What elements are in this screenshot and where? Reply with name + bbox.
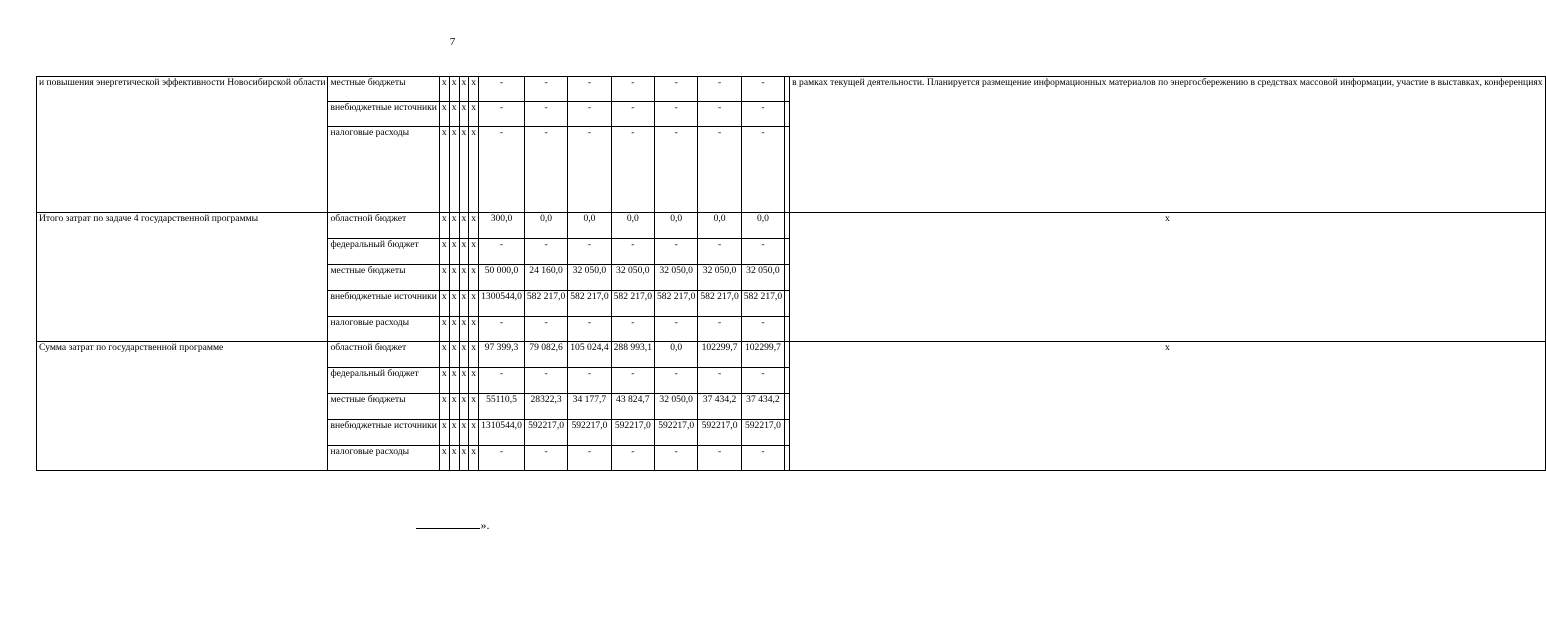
- value-cell: -: [568, 77, 611, 102]
- funding-source: налоговые расходы: [328, 127, 439, 213]
- value-cell: -: [568, 239, 611, 265]
- value-cell: 582 217,0: [698, 291, 741, 317]
- value-cell: 1300544,0: [479, 291, 525, 317]
- empty-cell: [785, 420, 790, 446]
- value-cell: 32 050,0: [655, 394, 698, 420]
- value-cell: 582 217,0: [568, 291, 611, 317]
- funding-source: внебюджетные источники: [328, 102, 439, 127]
- value-cell: -: [698, 239, 741, 265]
- value-cell: 50 000,0: [479, 265, 525, 291]
- value-cell: 79 082,6: [524, 342, 567, 368]
- empty-cell: [785, 239, 790, 265]
- mark-cell: х: [449, 102, 459, 127]
- value-cell: 37 434,2: [698, 394, 741, 420]
- value-cell: -: [568, 317, 611, 342]
- mark-cell: х: [439, 342, 449, 368]
- section-note: х: [790, 342, 1545, 471]
- mark-cell: х: [459, 102, 469, 127]
- value-cell: -: [655, 127, 698, 213]
- funding-source: областной бюджет: [328, 342, 439, 368]
- mark-cell: х: [469, 102, 479, 127]
- table-row: [37, 342, 1546, 368]
- value-cell: 43 824,7: [611, 394, 654, 420]
- value-cell: -: [568, 368, 611, 394]
- value-cell: 37 434,2: [741, 394, 784, 420]
- mark-cell: х: [449, 342, 459, 368]
- value-cell: -: [524, 239, 567, 265]
- funding-source: местные бюджеты: [328, 265, 439, 291]
- mark-cell: х: [469, 291, 479, 317]
- value-cell: 97 399,3: [479, 342, 525, 368]
- value-cell: 592217,0: [611, 420, 654, 446]
- value-cell: -: [741, 317, 784, 342]
- value-cell: 0,0: [524, 213, 567, 239]
- mark-cell: х: [439, 127, 449, 213]
- empty-cell: [785, 291, 790, 317]
- value-cell: -: [611, 77, 654, 102]
- mark-cell: х: [459, 317, 469, 342]
- value-cell: 32 050,0: [568, 265, 611, 291]
- mark-cell: х: [459, 239, 469, 265]
- value-cell: 0,0: [568, 213, 611, 239]
- mark-cell: х: [459, 368, 469, 394]
- empty-cell: [785, 446, 790, 471]
- value-cell: -: [524, 77, 567, 102]
- mark-cell: х: [469, 420, 479, 446]
- mark-cell: х: [459, 265, 469, 291]
- mark-cell: х: [439, 102, 449, 127]
- value-cell: -: [698, 102, 741, 127]
- value-cell: -: [741, 102, 784, 127]
- value-cell: -: [479, 77, 525, 102]
- mark-cell: х: [449, 265, 459, 291]
- budget-table: [36, 76, 1546, 471]
- mark-cell: х: [459, 291, 469, 317]
- table-row: [37, 213, 1546, 239]
- value-cell: 0,0: [698, 213, 741, 239]
- mark-cell: х: [439, 446, 449, 471]
- value-cell: -: [524, 368, 567, 394]
- value-cell: -: [741, 368, 784, 394]
- value-cell: 28322,3: [524, 394, 567, 420]
- value-cell: -: [741, 127, 784, 213]
- mark-cell: х: [439, 77, 449, 102]
- value-cell: -: [698, 317, 741, 342]
- mark-cell: х: [469, 239, 479, 265]
- value-cell: -: [568, 127, 611, 213]
- mark-cell: х: [449, 420, 459, 446]
- mark-cell: х: [449, 291, 459, 317]
- value-cell: 582 217,0: [611, 291, 654, 317]
- value-cell: -: [741, 446, 784, 471]
- value-cell: -: [524, 317, 567, 342]
- value-cell: -: [611, 127, 654, 213]
- mark-cell: х: [469, 317, 479, 342]
- value-cell: 592217,0: [698, 420, 741, 446]
- mark-cell: х: [439, 394, 449, 420]
- mark-cell: х: [449, 77, 459, 102]
- mark-cell: х: [449, 394, 459, 420]
- mark-cell: х: [469, 265, 479, 291]
- value-cell: -: [479, 102, 525, 127]
- mark-cell: х: [469, 368, 479, 394]
- mark-cell: х: [449, 368, 459, 394]
- mark-cell: х: [459, 127, 469, 213]
- mark-cell: х: [439, 317, 449, 342]
- value-cell: 288 993,1: [611, 342, 654, 368]
- value-cell: 0,0: [741, 213, 784, 239]
- mark-cell: х: [469, 127, 479, 213]
- value-cell: 32 050,0: [611, 265, 654, 291]
- funding-source: внебюджетные источники: [328, 291, 439, 317]
- value-cell: 592217,0: [655, 420, 698, 446]
- value-cell: -: [655, 77, 698, 102]
- value-cell: -: [524, 446, 567, 471]
- mark-cell: х: [469, 446, 479, 471]
- mark-cell: х: [439, 265, 449, 291]
- value-cell: -: [568, 102, 611, 127]
- value-cell: -: [741, 77, 784, 102]
- empty-cell: [785, 317, 790, 342]
- mark-cell: х: [449, 446, 459, 471]
- value-cell: 582 217,0: [655, 291, 698, 317]
- mark-cell: х: [439, 420, 449, 446]
- mark-cell: х: [439, 368, 449, 394]
- section-label: Итого затрат по задаче 4 государственной программы: [37, 213, 328, 342]
- funding-source: местные бюджеты: [328, 77, 439, 102]
- closing-mark: [0, 516, 905, 533]
- value-cell: -: [524, 102, 567, 127]
- funding-source: налоговые расходы: [328, 317, 439, 342]
- mark-cell: х: [469, 77, 479, 102]
- value-cell: -: [698, 446, 741, 471]
- value-cell: -: [655, 102, 698, 127]
- section-note: в рамках текущей деятельности. Планируется размещение информационных материалов по энергосбережению в средствах массовой информации, участие в выставках, конференциях: [790, 77, 1545, 213]
- mark-cell: х: [469, 394, 479, 420]
- mark-cell: х: [459, 446, 469, 471]
- value-cell: -: [479, 239, 525, 265]
- value-cell: 55110,5: [479, 394, 525, 420]
- value-cell: 102299,7: [698, 342, 741, 368]
- value-cell: -: [479, 368, 525, 394]
- value-cell: 0,0: [611, 213, 654, 239]
- value-cell: -: [655, 446, 698, 471]
- funding-source: местные бюджеты: [328, 394, 439, 420]
- value-cell: 582 217,0: [524, 291, 567, 317]
- funding-source: внебюджетные источники: [328, 420, 439, 446]
- value-cell: 32 050,0: [741, 265, 784, 291]
- mark-cell: х: [439, 291, 449, 317]
- value-cell: 592217,0: [524, 420, 567, 446]
- value-cell: -: [655, 317, 698, 342]
- mark-cell: х: [449, 317, 459, 342]
- value-cell: -: [698, 368, 741, 394]
- value-cell: -: [611, 102, 654, 127]
- section-label: и повышения энергетической эффективности Новосибирской области: [37, 77, 328, 213]
- mark-cell: х: [449, 239, 459, 265]
- value-cell: 105 024,4: [568, 342, 611, 368]
- empty-cell: [785, 394, 790, 420]
- mark-cell: х: [469, 342, 479, 368]
- value-cell: -: [524, 127, 567, 213]
- value-cell: 102299,7: [741, 342, 784, 368]
- value-cell: -: [611, 446, 654, 471]
- value-cell: -: [479, 127, 525, 213]
- section-label: Сумма затрат по государственной программе: [37, 342, 328, 471]
- page-number: 7: [449, 36, 456, 48]
- funding-source: федеральный бюджет: [328, 239, 439, 265]
- mark-cell: х: [459, 394, 469, 420]
- value-cell: -: [698, 127, 741, 213]
- table-row: [37, 77, 1546, 102]
- funding-source: областной бюджет: [328, 213, 439, 239]
- value-cell: -: [611, 317, 654, 342]
- value-cell: -: [655, 368, 698, 394]
- value-cell: 34 177,7: [568, 394, 611, 420]
- mark-cell: х: [449, 127, 459, 213]
- mark-cell: х: [469, 213, 479, 239]
- value-cell: -: [741, 239, 784, 265]
- value-cell: -: [698, 77, 741, 102]
- mark-cell: х: [459, 420, 469, 446]
- empty-cell: [785, 265, 790, 291]
- funding-source: налоговые расходы: [328, 446, 439, 471]
- value-cell: -: [479, 446, 525, 471]
- mark-cell: х: [459, 342, 469, 368]
- value-cell: 582 217,0: [741, 291, 784, 317]
- mark-cell: х: [459, 213, 469, 239]
- value-cell: 592217,0: [741, 420, 784, 446]
- value-cell: 32 050,0: [655, 265, 698, 291]
- value-cell: 592217,0: [568, 420, 611, 446]
- mark-cell: х: [459, 77, 469, 102]
- empty-cell: [785, 368, 790, 394]
- value-cell: -: [479, 317, 525, 342]
- value-cell: 1310544,0: [479, 420, 525, 446]
- value-cell: -: [655, 239, 698, 265]
- value-cell: 0,0: [655, 342, 698, 368]
- value-cell: 32 050,0: [698, 265, 741, 291]
- value-cell: 24 160,0: [524, 265, 567, 291]
- mark-cell: х: [449, 213, 459, 239]
- closing-quote: ».: [480, 518, 490, 532]
- mark-cell: х: [439, 213, 449, 239]
- section-note: х: [790, 213, 1545, 342]
- funding-source: федеральный бюджет: [328, 368, 439, 394]
- value-cell: -: [568, 446, 611, 471]
- mark-cell: х: [439, 239, 449, 265]
- value-cell: 0,0: [655, 213, 698, 239]
- value-cell: -: [611, 239, 654, 265]
- value-cell: -: [611, 368, 654, 394]
- empty-cell: [785, 127, 790, 213]
- blank-line: [416, 516, 480, 529]
- empty-cell: [785, 102, 790, 127]
- value-cell: 300,0: [479, 213, 525, 239]
